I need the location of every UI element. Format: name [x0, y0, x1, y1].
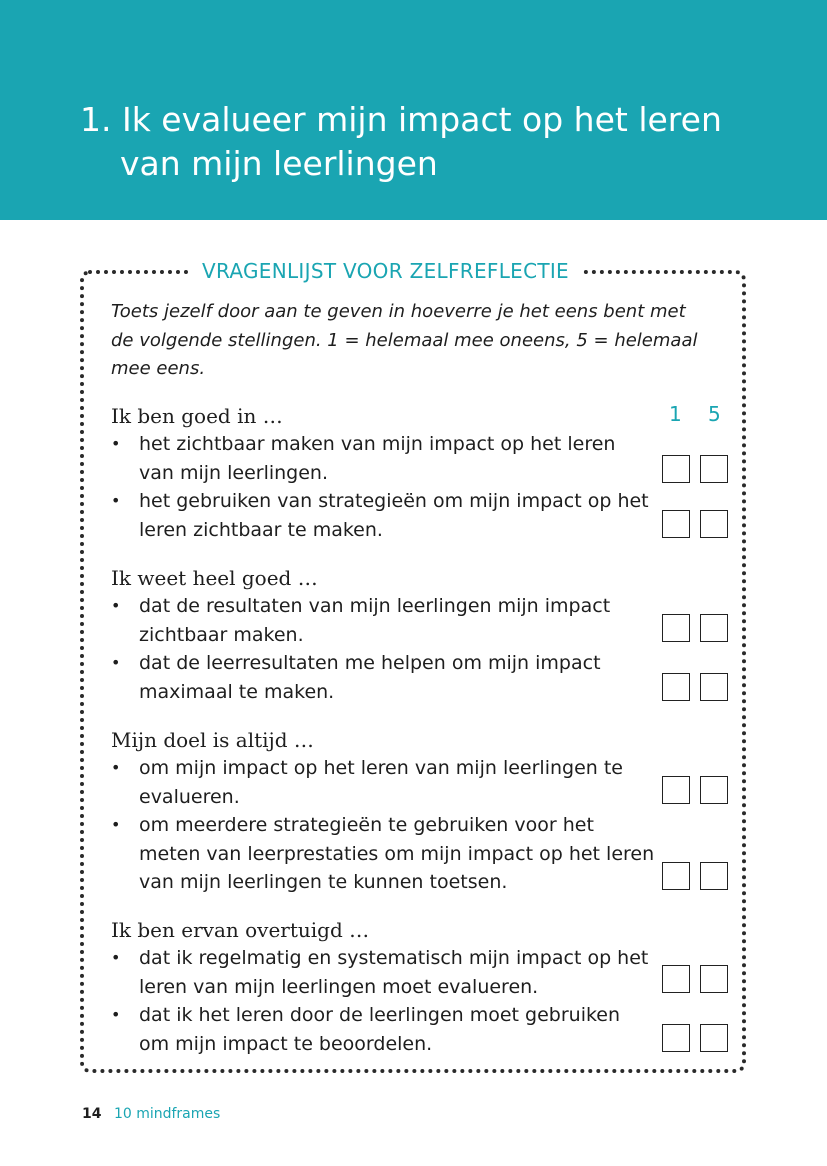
- scale-label-low: 1: [669, 402, 682, 426]
- score-1-checkbox[interactable]: [662, 614, 690, 642]
- bullet-icon: •: [111, 758, 121, 777]
- score-5-checkbox[interactable]: [700, 1024, 728, 1052]
- questionnaire-title: VRAGENLIJST VOOR ZELFREFLECTIE: [190, 257, 581, 285]
- statement-text: dat de leerresultaten me helpen om mijn impact maximaal te maken.: [139, 652, 601, 703]
- statement-item: [111, 649, 656, 706]
- intro-text: Toets jezelf door aan te geven in hoeverre je het eens bent met de volgende stellingen. 1 = helemaal mee oneens, 5 = helemaal mee eens.: [111, 301, 698, 379]
- score-1-checkbox[interactable]: [662, 862, 690, 890]
- section-heading: Mijn doel is altijd …: [111, 728, 314, 752]
- statement-text: dat ik regelmatig en systematisch mijn impact op het leren van mijn leerlingen moet evalueren.: [139, 947, 649, 998]
- score-1-checkbox[interactable]: [662, 965, 690, 993]
- section-heading: Ik ben ervan overtuigd …: [111, 918, 370, 942]
- bullet-icon: •: [111, 815, 121, 834]
- score-1-checkbox[interactable]: [662, 510, 690, 538]
- page-title: [80, 98, 800, 186]
- statement-text: om meerdere strategieën te gebruiken voor het meten van leerprestaties om mijn impact op het leren van mijn leerlingen te kunnen toetsen.: [139, 814, 655, 893]
- page-number: 14: [82, 1106, 102, 1122]
- statement-item: [111, 754, 656, 811]
- score-1-checkbox[interactable]: [662, 673, 690, 701]
- score-5-checkbox[interactable]: [700, 862, 728, 890]
- score-5-checkbox[interactable]: [700, 776, 728, 804]
- score-5-checkbox[interactable]: [700, 455, 728, 483]
- book-title: 10 mindframes: [113, 1106, 221, 1122]
- bullet-icon: •: [111, 434, 121, 453]
- bullet-icon: •: [111, 491, 121, 510]
- score-5-checkbox[interactable]: [700, 614, 728, 642]
- score-5-checkbox[interactable]: [700, 510, 728, 538]
- statement-text: dat ik het leren door de leerlingen moet gebruiken om mijn impact te beoordelen.: [139, 1004, 621, 1055]
- bullet-icon: •: [111, 596, 121, 615]
- bullet-icon: •: [111, 653, 121, 672]
- score-5-checkbox[interactable]: [700, 673, 728, 701]
- section-heading: Ik weet heel goed …: [111, 566, 318, 590]
- page-footer: [82, 1106, 220, 1122]
- statement-item: [111, 811, 656, 897]
- scale-label-high: 5: [708, 402, 721, 426]
- score-1-checkbox[interactable]: [662, 776, 690, 804]
- statement-item: [111, 944, 656, 1001]
- score-1-checkbox[interactable]: [662, 1024, 690, 1052]
- bullet-icon: •: [111, 948, 121, 967]
- section-heading: Ik ben goed in …: [111, 404, 283, 428]
- page-title-line1: 1. Ik evalueer mijn impact op het leren: [80, 100, 722, 139]
- score-5-checkbox[interactable]: [700, 965, 728, 993]
- page-title-line2: van mijn leerlingen: [120, 144, 438, 183]
- statement-text: het zichtbaar maken van mijn impact op het leren van mijn leerlingen.: [139, 433, 616, 484]
- statement-item: [111, 430, 656, 487]
- bullet-icon: •: [111, 1005, 121, 1024]
- statement-text: dat de resultaten van mijn leerlingen mijn impact zichtbaar maken.: [139, 595, 611, 646]
- statement-item: [111, 592, 656, 649]
- statement-text: om mijn impact op het leren van mijn leerlingen te evalueren.: [139, 757, 623, 808]
- statement-item: [111, 1001, 656, 1058]
- statement-text: het gebruiken van strategieën om mijn impact op het leren zichtbaar te maken.: [139, 490, 649, 541]
- statement-item: [111, 487, 656, 544]
- header-band: [0, 0, 827, 220]
- score-1-checkbox[interactable]: [662, 455, 690, 483]
